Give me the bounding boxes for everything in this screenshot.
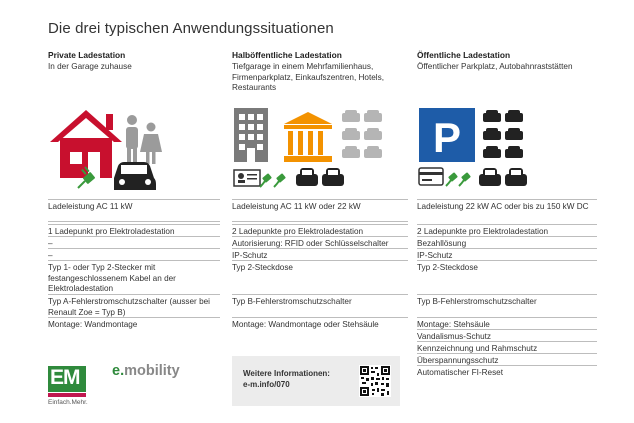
feature-row: Überspannungsschutz <box>417 353 597 365</box>
plug-icon <box>260 173 286 187</box>
plug-icon <box>446 172 471 186</box>
column-heading: Private Ladestation <box>48 50 126 60</box>
feature-row: Typ 2-Steckdose <box>417 260 597 294</box>
column-private <box>48 50 220 73</box>
office-building-icon <box>234 108 268 162</box>
feature-row: – <box>48 248 220 260</box>
parking-sign-icon <box>419 108 475 162</box>
column-subtitle: Tiefgarage in einem Mehrfamilienhaus, Firmenparkplatz, Einkaufszentren, Hotels, Restaurants <box>232 62 384 92</box>
illustration-private <box>48 108 178 192</box>
column-subtitle: Öffentlicher Parkplatz, Autobahnraststätten <box>417 62 573 71</box>
feature-list-public <box>417 199 597 377</box>
person-icon <box>140 123 162 165</box>
feature-row: Automatischer FI-Reset <box>417 365 597 377</box>
feature-row: Vandalismus-Schutz <box>417 329 597 341</box>
illustration-semi-public <box>232 108 392 192</box>
feature-row: – <box>48 236 220 248</box>
car-icon <box>479 168 527 186</box>
feature-row: Montage: Stehsäule <box>417 317 597 329</box>
parked-cars-dark-icon <box>483 110 523 158</box>
feature-row: Typ B-Fehlerstromschutzschalter <box>417 294 597 317</box>
feature-row: 2 Ladepunkte pro Elektroladestation <box>417 224 597 236</box>
qr-code-icon[interactable] <box>359 365 391 397</box>
feature-row: Typ B-Fehlerstromschutzschalter <box>232 294 408 317</box>
card-reader-icon <box>234 170 260 186</box>
person-icon <box>126 115 138 164</box>
emobility-logo-prefix: e. <box>112 363 125 379</box>
illustration-public <box>417 108 537 192</box>
em-logo-tagline: Einfach.Mehr. <box>48 399 88 406</box>
em-logo <box>48 366 88 406</box>
feature-row: 2 Ladepunkte pro Elektroladestation <box>232 224 408 236</box>
feature-row: Montage: Wandmontage oder Stehsäule <box>232 317 408 329</box>
feature-row: Kennzeichnung und Rahmschutz <box>417 341 597 353</box>
feature-list-private <box>48 199 220 329</box>
bank-icon <box>284 112 332 162</box>
emobility-logo-word: mobility <box>124 363 180 379</box>
car-icon <box>114 162 156 190</box>
car-icon <box>296 168 344 186</box>
feature-row: Ladeleistung AC 11 kW <box>48 199 220 221</box>
more-info-link[interactable]: e-m.info/070 <box>243 379 290 389</box>
feature-row: Typ 2-Steckdose <box>232 260 408 294</box>
feature-row: Typ 1- oder Typ 2-Stecker mit festangeschlossenem Kabel an der Elektroladestation <box>48 260 220 294</box>
feature-row: Ladeleistung AC 11 kW oder 22 kW <box>232 199 408 221</box>
column-heading: Öffentliche Ladestation <box>417 50 511 60</box>
page-title: Die drei typischen Anwendungssituationen <box>48 20 334 37</box>
parked-cars-light-icon <box>342 110 382 158</box>
column-public <box>417 50 597 73</box>
feature-row: Typ A-Fehlerstromschutzschalter (ausser bei Renault Zoe = Typ B) <box>48 294 220 317</box>
column-heading: Halböffentliche Ladestation <box>232 50 342 60</box>
feature-row: Montage: Wandmontage <box>48 317 220 329</box>
more-info-box <box>232 356 400 406</box>
column-subtitle: In der Garage zuhause <box>48 62 132 71</box>
svg-text:P: P <box>433 114 462 161</box>
feature-list-semi-public <box>232 199 408 329</box>
feature-row: Ladeleistung 22 kW AC oder bis zu 150 kW DC <box>417 199 597 224</box>
column-semi-public <box>232 50 408 94</box>
more-info-label: Weitere Informationen: <box>243 369 330 378</box>
feature-row: Bezahllösung <box>417 236 597 248</box>
feature-row: IP-Schutz <box>232 248 408 260</box>
emobility-logo <box>112 363 180 379</box>
payment-card-icon <box>419 168 443 185</box>
feature-row: Autorisierung: RFID oder Schlüsselschalter <box>232 236 408 248</box>
em-logo-mark: EM <box>50 366 80 389</box>
feature-row: 1 Ladepunkt pro Elektroladestation <box>48 224 220 236</box>
feature-row: IP-Schutz <box>417 248 597 260</box>
